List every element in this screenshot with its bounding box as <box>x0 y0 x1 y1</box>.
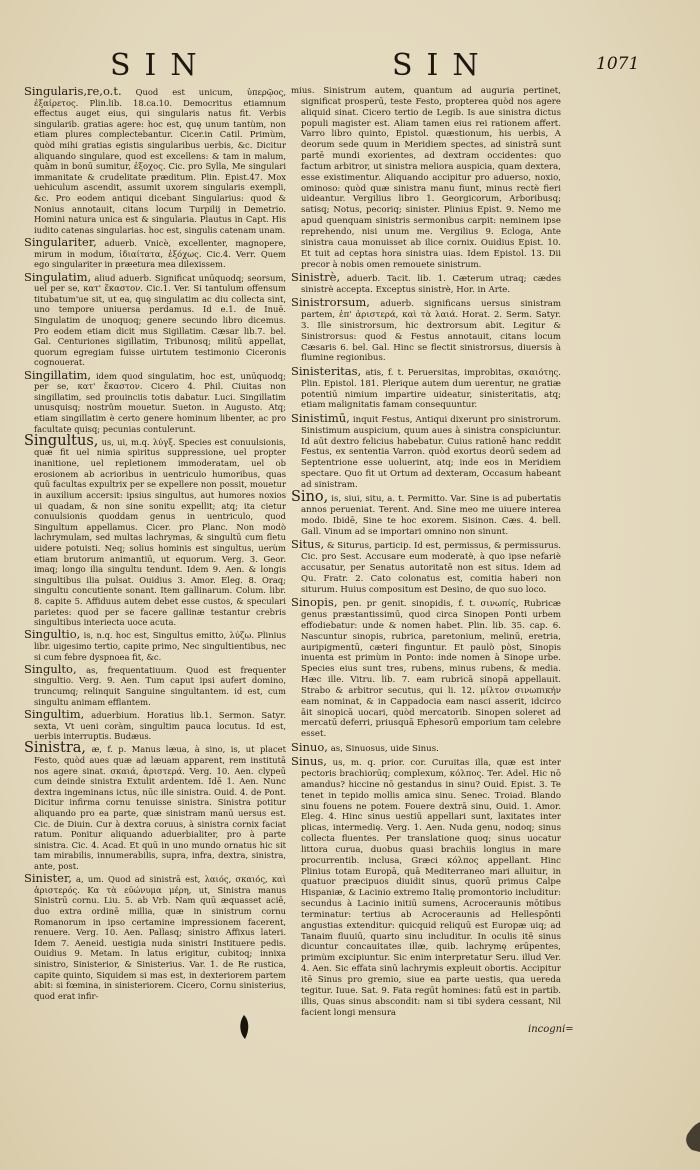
entry-text: as, frequentatiuum. Quod est frequenter singultio. Verg. 9. Aen. Tum caput ipsi aufert domino, truncumq; relinquit Sanguine singultantem. id est, cum singultu animam efflantem. <box>34 664 286 707</box>
entry-text: aduerb. Tacit. lib. 1. Cæterum utraq; cædes sinistrè accepta. Exceptus sinistrè, Hor. in Arte. <box>301 273 561 295</box>
dictionary-entry <box>291 489 562 537</box>
left-column <box>24 86 286 1003</box>
dictionary-entry <box>291 410 562 491</box>
dictionary-entry <box>291 86 561 270</box>
entry-headword: Sinistrorsum, <box>291 295 370 310</box>
entry-headword: Singularis,re,o.t. <box>24 84 122 98</box>
dictionary-entry <box>291 597 561 740</box>
entry-text: as, Sinuosus, uide Sinus. <box>330 743 439 754</box>
dictionary-entry <box>24 367 286 435</box>
dictionary-entry <box>24 661 286 707</box>
entry-headword: Sino, <box>291 489 329 506</box>
entry-text: aduerbium. Horatius lib.1. Sermon. Satyr. sexta, Vt ueni coràm, singultim pauca locutus. Id est, uerbis interruptis. Budæus. <box>34 709 286 742</box>
entry-headword: Singillatim, <box>24 367 92 382</box>
entry-headword: Sinister, <box>24 871 72 886</box>
entry-text: us, ui, m.q. λύγξ. Species est conuulsionis, quæ fit uel nimia spiritus suppressione, uel propter inanitione, uel repletionem immoderatam, uel ob erosionem ab acrioribus in uentriculo humoribus, quas quū facultas expultrix per se expellere non possit, mouetur in auxilium accersit: ipsius singultus, aut humores noxios ui quadam, & non sine sonitu expellit; atq; ita cietur conuulsionis quoddam genus in uentriculo, quod Singultum appellamus. Cicer. pro Planc. Non modò lachrymulam, sed multas lachrymas, & singultū cum fletu uidere potuisti. Neq; solius hominis est singultus, uerùm etiam brutorum animantiū, ut equorum. Verg. 3. Geor. imaq; longo ilia singultu tendunt. Idem 9. Aen. & longis singultibus ilia pulsat. Ouidius 3. Amor. Eleg. 8. Oraq; singultu concutiente sonant. Item gallinarum. Colum. libr. 8. capite 5. Affiduus autem debet esse custos, & speculari parietes: quod per se facere gallinæ testantur crebris singultibus interiecta uoce acuta. <box>34 436 286 628</box>
entry-headword: Sinisteritas, <box>291 363 362 378</box>
dictionary-entry <box>24 740 286 872</box>
dictionary-entry <box>291 297 561 364</box>
page-number: 1071 <box>596 54 640 74</box>
entry-headword: Singulatim, <box>24 269 92 284</box>
dictionary-entry <box>24 237 286 270</box>
dictionary-entry <box>24 873 286 1001</box>
dictionary-entry <box>291 539 561 595</box>
entry-headword: Sinistrè, <box>291 269 341 284</box>
entry-text: æ, f. p. Manus læua, à sino, is, ut placet Festo, quòd aues quæ ad læuam apparent, rem institutā nos agere sinat. σκαιά, ἀριστερά. Verg. 10. Aen. clypeū cum deinde sinistra Extulit ardentem. Idē 1. Aen. Nunc dextra ingeminans ictus, nūc ille sinistra. Ouid. 4. de Pont. Dicitur infirma cornu tenuisse sinistra. Sinistra potitur aliquando pro ea parte, quæ sinistram manū uersus est. Cic. de Diuin. Cur à dextra coruus, à sinistra cornix faciat ratum. Ponitur aliquando aduerbialiter, pro à parte sinistra. Cic. 4. Acad. Et quū in uno mundo ornatus hic sit tam mirabilis, innumerabilis, supra, infra, dextra, sinistra, ante, post. <box>34 744 286 872</box>
dictionary-entry <box>24 86 286 236</box>
entry-headword: Singultim, <box>24 706 85 721</box>
entry-text: idem quod singulatim, hoc est, unūquodq; per se, κατ' ἕκαστον. Cicero 4. Phil. Ciuitas non singillatim, sed prouinciis totis dabatur. Luci. Singillatim unusquisq; nostrûm mouetur. Sueton. in Augusto. Atq; etiam singillatim è certo genere hominum libenter, ac pro facultate quisq; pecunias contulerunt. <box>34 370 286 434</box>
entry-text: a, um. Quod ad sinistrā est, λαιός, σκαιός, καὶ ἀριστερός. Κα τὰ εὐώνυμα μέρη, ut, Sinistra manus Sinistrū cornu. Liu. 5. ab Vrb. Nam quū æquasset aciē, duo extra ordinē millia, quæ in sinistrum cornu Romanorum in ipso certamine impressionem facerent, renuere. Verg. 10. Aen. Pallasq; sinistro Affixus lateri. Idem 7. Aeneid. uestigia nuda sinistri Instituere pedis. Ouidius 9. Metam. In latus erigitur, cubitoq; innixa sinistro, Sinisterior, & Sinisterius. Var. 1. de Re rustica, capite quinto, Siquidem si mas est, in dexteriorem partem abit: si fœmina, in sinisteriorem. Cicero, Cornu sinisterius, quod erat infir- <box>34 874 286 1001</box>
entry-headword: Singulto, <box>24 661 77 676</box>
dictionary-entry <box>24 432 286 628</box>
entry-text: aduerb. Vnicè, excellenter, magnopere, mirum in modum, ἰδιαίτατα, ἐξόχως. Cic.4. Verr. Quem ego singulariter in præetura mea dilexissem. <box>34 238 286 270</box>
entry-headword: Singultus, <box>24 432 99 449</box>
running-head <box>0 48 700 88</box>
entry-headword: Sinus, <box>291 754 327 769</box>
entry-text: mius. Sinistrum autem, quantum ad auguria pertinet, significat prosperū, teste Festo, propterea quòd nos agere aliquid sinat. Cicero tertio de Legib. Is aue sinistra dictus populi magister est. Aliam tamen eius rei rationem affert. Varro libro quinto, Epistol. quæstionum, his uerbis, A deorum sede quum in Meridiem spectes, ad sinistrā sunt partē mundi exorientes, ad dextram occidentes: quo factum arbitror, ut sinistra meliora auspicia, quam dextera, esse existimentur. Aliquando accipitur pro aduerso, noxio, ominoso: quòd quæ sinistra manu fiunt, minus rectè fieri uideantur. Vergilius libro 1. Georgicorum, Arboribusq; satisq; Notus, pecoriq; sinister. Plinius Epist. 9. Nemo me apud quenquam sinistris sermonibus carpit: neminem ipse reprehendo, nisi unum me. Vergilius 9. Ecloga, Ante sinistra caua monuisset ab ilice cornix. Ouidius Epist. 10. Et tuit ad ceptas hora sinistra uias. Idem Epistol. 13. Dii precor à nobis omen remouete sinistrum. <box>291 86 561 270</box>
entry-text: aduerb. significans uersus sinistram partem, ἐπ' ἀριστερά, καὶ τὰ λαιά. Horat. 2. Serm. Satyr. 3. Ille sinistrorsum, hic dextrorsum abit. Legitur & Sinistrorsus: quod & Festus annotauit, citans locum Cæsaris 6. bel. Gal. Hinc se flectit sinistrorsus, diuersis à flumine regionibus. <box>301 299 562 364</box>
dictionary-entry <box>24 269 286 368</box>
entry-text: is, siui, situ, a. t. Permitto. Var. Sine is ad pubertatis annos perueniat. Terent. And. Sine meo me uiuere interea modo. Ibidē, Sine te hoc exorem. Sisinon. Cæs. 4. bell. Gall. Vinum ad se importari omnino non sinunt. <box>301 494 562 537</box>
corner-stain-mark <box>680 1122 700 1152</box>
entry-text: aliud aduerb. Significat unūquodq; seorsum, uel per se, κατ' ἕκαστον. Cic.1. Ver. Si tantulum offensum titubatum'ue sit, ut ea, quę singulatim ac diu collecta sint, uno tempore uniuersa perdamus. Id e.1. de Inuē. Singulatim de unoquoq; genere secundo libro dicemus. Pro eodem etiam dicit mus Sigillatim. Cæsar lib.7. bel. Gal. Centuriones sigillatim, Tribunosq; militū appellat, quorum egregiam fuisse uirtutem testimonio Ciceronis cognouerat. <box>34 272 286 368</box>
entry-headword: Singulariter, <box>24 235 97 250</box>
entry-text: Quod est unicum, ὑπερῷος, ἐξαίρετος. Plin.lib. 18.ca.10. Democritus etiamnum effectus auget eius, qui singularis natus fit. Verbis singularib. gratias agere: hoc est, quę unum tantùm, non etiam plures complectebantur. Cicer.in Catil. Primùm, quòd mihi gratias egistis singularibus uerbis, &c. Dicitur aliquando singulare, quod est excellens: & tam in malum, quàm in bonū sumitur, ἐξοχος. Cic. pro Sylla, Me singulari immanitate & crudelitate præditum. Plin. Epist.47. Mox uehiculum ascendit, assumit uxorem singularis exempli, &c. Pro eodem antiqui dicebant Singularius: quod & Nonius annotauit, citans locum Turpilij in Demetrio. Homini natura unica est & singularia. Plautus in Capt. His iudito catenas singularias. hoc est, singulis catenam unam. <box>34 87 286 235</box>
entry-headword: Sinopis, <box>291 595 338 610</box>
dictionary-entry <box>24 706 286 742</box>
dictionary-entry <box>291 739 561 755</box>
entry-headword: Situs, <box>291 537 325 552</box>
right-column <box>291 86 561 1020</box>
entry-text: & Siturus, particip. Id est, permissus, & permissurus. Cic. pro Sest. Accusare eum moderatè, à quo ipse nefariè accusatur, per Senatus autoritatē non est situs. Idem ad Qu. Fratr. 2. Cato colonatus est, comitia haberi non siturum. Huius compositum est Desino, de quo suo loco. <box>301 541 561 595</box>
dictionary-entry <box>24 629 286 662</box>
catchword: incogni= <box>528 1024 574 1035</box>
entry-headword: Singultio, <box>24 627 81 642</box>
entry-headword: Sinistimū, <box>291 410 350 425</box>
entry-text: atis, f. t. Peruersitas, improbitas, σκαιότης. Plin. Epistol. 181. Plerique autem dum uerentur, ne gratiæ potentiū nimium impartire uideatur, sinisteritatis, atq; etiam malignitatis famam consequuntur. <box>301 367 562 411</box>
running-head-right: SIN <box>392 48 493 83</box>
entry-text: inquit Festus, Antiqui dixerunt pro sinistrorum. Sinistimum auspicium, quum aues à sinistra conspiciuntur. Id aūt dextro felicius habebatur. Cuius rationē hanc reddit Festus, ex sententia Varron. quòd exortus deorū sedem ad Septentrione esse uoluerint, atq; inde eos in Meridiem spectare. Quo fit ut Ortum ad dexteram, Occasum habeant ad sinistram. <box>301 414 562 490</box>
dictionary-entry <box>291 363 562 411</box>
entry-text: pen. pr genit. sinopidis, f. t. σινωπίς, Rubricæ genus præstantissimū, quod circa Sinopen Ponti urbem effodiebatur: unde & nomen habet. Plin. lib. 35. cap. 6. Nascuntur sinopis, rubrica, paretonium, melinū, eretria, auripigmentū, cæteri finguntur. Et paulò pòst, Sinopis inuenta est primùm in Ponto: inde nomen à Sinope urbe. Species eius sunt tres, rubens, minus rubens, & media. Hæc ille. Vitru. lib. 7. eam rubricā sinopā appellauit. Strabo & arbitror secutus, qui li. 12. μίλτον σινωπικήν eam nominat, & in Cappadocia eam nasci asserit, idcirco āit sinopicā uocari, quòd mercatorib. Sinopen soleret ad mercatū deferri, priusquā Ephesorū emporium tam celebre esset. <box>301 599 561 740</box>
dictionary-entry <box>291 269 561 296</box>
dictionary-entry <box>291 756 561 1018</box>
entry-text: us, m. q. prior. cor. Curuitas illa, quæ est inter pectoris brachiorūq; complexum, κόλπος. Ter. Adel. Hic nō amandus? hiccine nō gestandus in sinu? Ouid. Epist. 3. Te tenet in tepido mollis amica sinu. Senec. Troiad. Blando sinu fouens ne potem. Fouere dextrā sinu, Ouid. 1. Amor. Eleg. 4. Hinc sinus uestiū appellari sunt, laxitates inter plicas, intermedię. Verg. 1. Aen. Nuda genu, nodoq; sinus collecta fluentes. Per translatione quoq; sinus uocatur littora curua, duobus quasi brachiis longius in mare procurrentib. inclusa, Græci κόλπος appellant. Hinc Plinius totam Europā, quā Mediterraneo mari alluitur, in quatuor præcipuos diuidit sinus, quorū primus Calpe Hispaniæ, & Lacinio extremo Italię promontorio includitur: secundus à Lacinio initiū sumens, Acroceraunis mōtibus terminatur: tertius ab Acroceraunis ad Hellespōnti angustias extenditur: quicquid reliquū est Europæ uiq; ad Tanaim fluuiū, quarto sinu includitur. In oculis itē sinus dicuntur concauitates illæ, quib. lachrymę erūpentes, primùm excipiuntur. Sic enim interpretatur Seru. illud Ver. 4. Aen. Sic effata sinū lachrymis expleuit obortis. Accipitur itē Sinus pro gremio, siue ea parte uestis, qua uereda tegitur. Iuue. Sat. 9. Fata regūt homines: fatū est in partib. illis, Quas sinus abscondit: nam si tibi sydera cessant, Nil facient longi mensura <box>301 758 561 1018</box>
running-head-left: SIN <box>110 48 211 83</box>
entry-headword: Sinuo, <box>291 739 328 754</box>
entry-headword: Sinistra, <box>24 740 87 757</box>
ink-blot-mark <box>236 1014 252 1040</box>
entry-text: is, n.q. hoc est, Singultus emitto, λύζω. Plinius libr. uigesimo tertio, capite primo, Nec singultientibus, nec si cum febre dyspnoea fit, &c. <box>34 630 286 662</box>
